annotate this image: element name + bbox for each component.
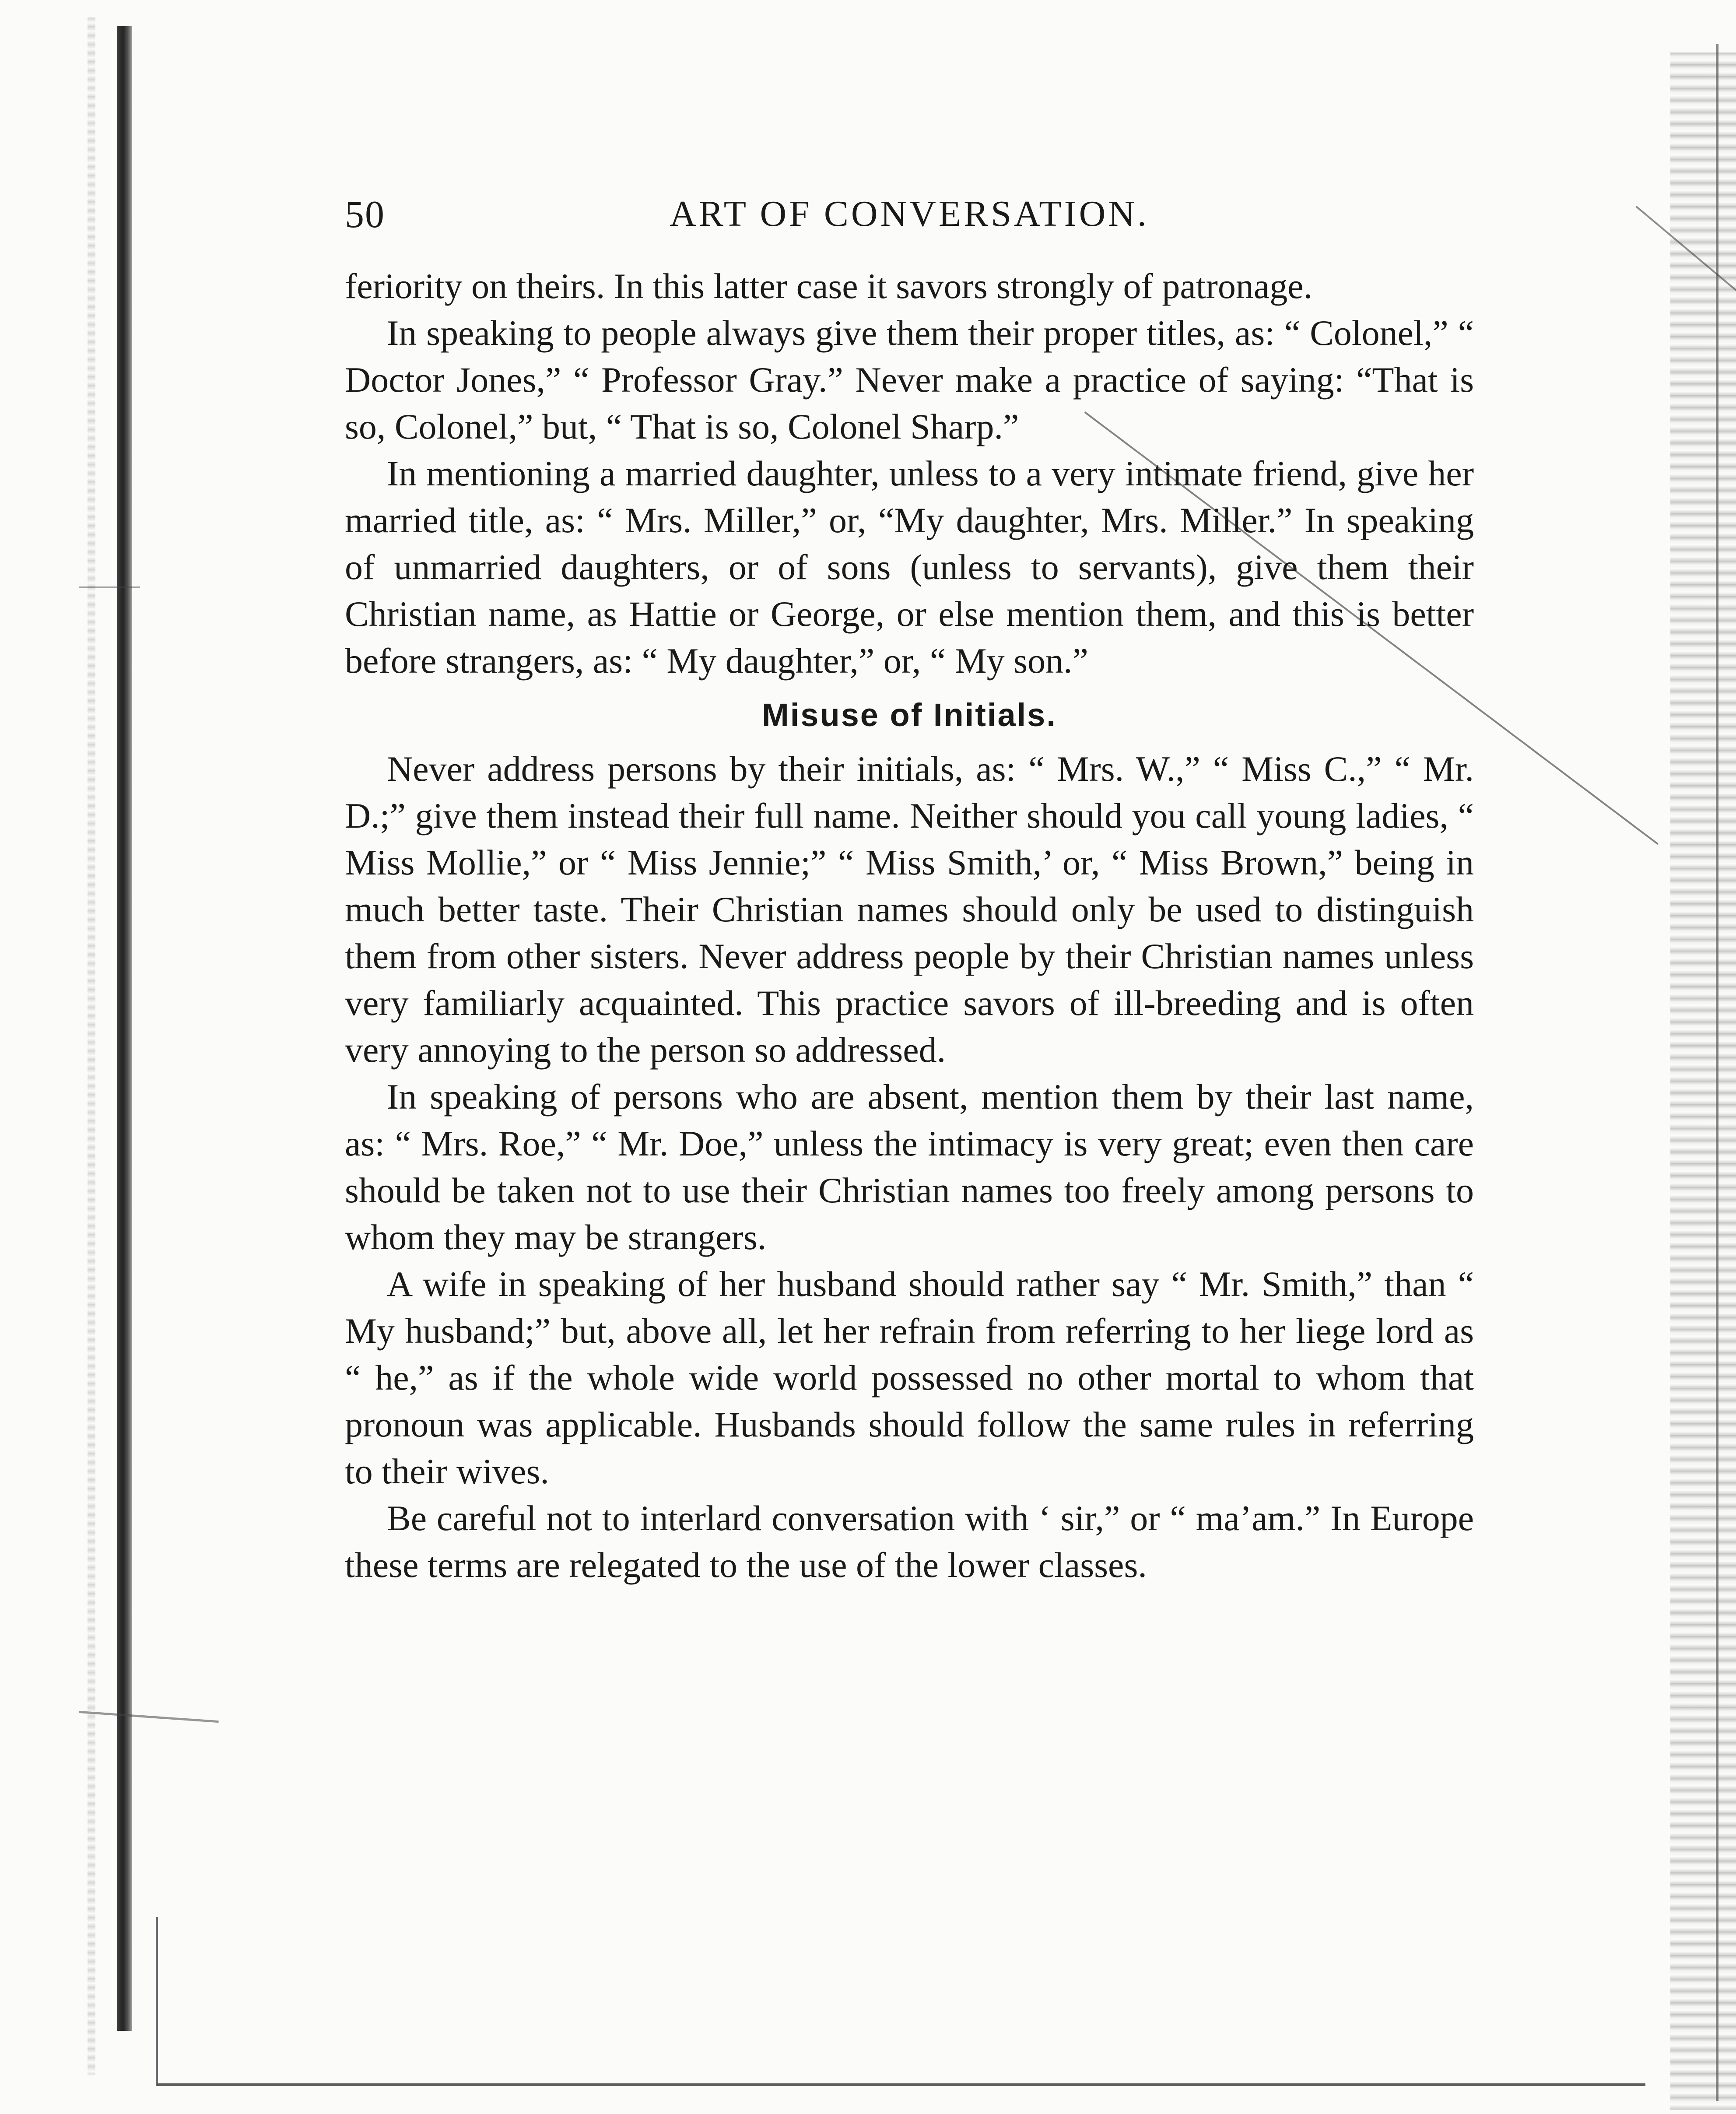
page-body: [345, 263, 1474, 1588]
scan-bottom-rule: [158, 2083, 1645, 2086]
scan-right-edge-line: [1716, 44, 1718, 2101]
running-title: ART OF CONVERSATION.: [670, 193, 1149, 234]
scan-right-edge-noise: [1670, 53, 1736, 2110]
page-number: 50: [345, 193, 385, 236]
scan-smudge-mid-left: [79, 586, 140, 588]
paragraph-continued: feriority on theirs. In this latter case it savors strongly of patronage.: [345, 266, 1313, 306]
paragraph-daughters: In mentioning a married daughter, unless to a very intimate friend, give her married title, as: “ Mrs. Miller,” or, “My daughter, Mrs. Miller.” In speaking of unmarried daughters, or of sons (unless to servants), give them their Christian name, as Hattie or George, or else mention them, and this is better before strangers, as: “ My daughter,” or, “ My son.”: [345, 453, 1474, 681]
paragraph-sir-maam: Be careful not to interlard conversation with ‘ sir,” or “ ma’am.” In Europe these terms are relegated to the use of the lower classes.: [345, 1498, 1474, 1585]
scan-binding-shadow: [88, 18, 95, 2075]
section-heading: Misuse of Initials.: [762, 697, 1057, 733]
paragraph-absent-persons: In speaking of persons who are absent, mention them by their last name, as: “ Mrs. Roe,” “ Mr. Doe,” unless the intimacy is very great; even then care should be taken not to use their Christian names too freely among persons to whom they may be strangers.: [345, 1077, 1474, 1257]
book-page: [345, 188, 1474, 1588]
paragraph-husband: A wife in speaking of her husband should rather say “ Mr. Smith,” than “ My husband;” but, above all, let her refrain from referring to her liege lord as “ he,” as if the whole wide world possessed no other mortal to whom that pronoun was applicable. Husbands should follow the same rules in referring to their wives.: [345, 1264, 1474, 1491]
paragraph-titles: In speaking to people always give them their proper titles, as: “ Colonel,” “ Doctor Jones,” “ Professor Gray.” Never make a practice of saying: “That is so, Colonel,” but, “ That is so, Colonel Sharp.”: [345, 313, 1474, 446]
scan-smudge-lower-left: [79, 1711, 219, 1723]
scan-bottom-corner: [156, 1917, 158, 2086]
running-head: [345, 188, 1474, 245]
scan-binding-edge: [117, 26, 132, 2031]
paragraph-initials: Never address persons by their initials, as: “ Mrs. W.,” “ Miss C.,” “ Mr. D.;” give them instead their full name. Neither should you call young ladies, “ Miss Mollie,” or “ Miss Jennie;” “ Miss Smith,’ or, “ Miss Brown,” being in much better taste. Their Christian names should only be used to distinguish them from other sisters. Never address people by their Christian names unless very familiarly acquainted. This practice savors of ill-breeding and is often very annoying to the person so addressed.: [345, 749, 1474, 1070]
